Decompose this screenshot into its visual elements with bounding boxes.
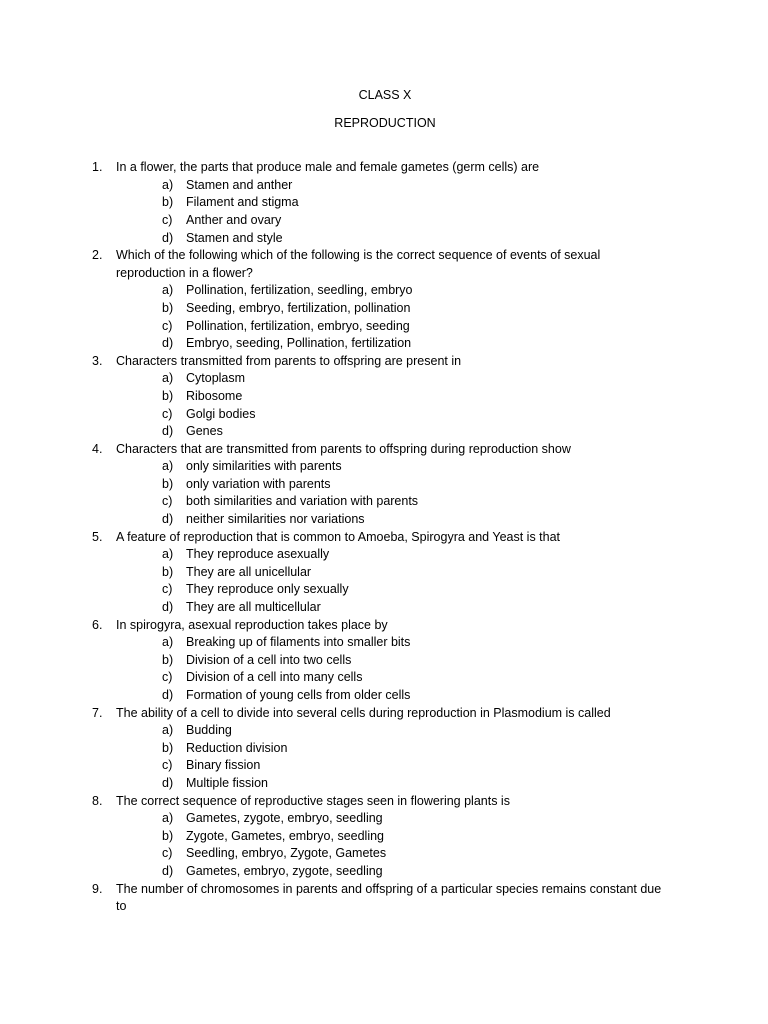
question-number: 9.	[92, 881, 103, 896]
option-item	[0, 757, 668, 775]
question-text: The correct sequence of reproductive stages seen in flowering plants is	[116, 793, 510, 808]
option-item	[0, 740, 668, 758]
option-text: Cytoplasm	[186, 371, 246, 386]
option-item	[0, 370, 668, 388]
option-letter: d)	[162, 424, 174, 439]
option-text: Breaking up of filaments into smaller bits	[186, 635, 411, 650]
option-item	[0, 458, 668, 476]
option-item	[0, 423, 668, 441]
option-letter: a)	[162, 371, 174, 386]
option-letter: b)	[162, 476, 174, 491]
option-text: both similarities and variation with parents	[186, 494, 419, 509]
option-letter: a)	[162, 547, 174, 562]
option-text: Binary fission	[186, 758, 261, 773]
question-number: 3.	[92, 353, 103, 368]
question-item	[0, 529, 768, 617]
option-list	[116, 634, 668, 704]
option-letter: a)	[162, 177, 174, 192]
question-item	[0, 247, 768, 353]
class-label: CLASS X	[358, 88, 412, 102]
question-number: 8.	[92, 793, 103, 808]
option-letter: c)	[162, 494, 173, 509]
option-text: They reproduce asexually	[186, 547, 330, 562]
option-item	[0, 476, 668, 494]
option-text: They are all unicellular	[186, 564, 312, 579]
question-item	[0, 705, 768, 793]
option-text: They reproduce only sexually	[186, 582, 349, 597]
option-letter: d)	[162, 688, 174, 702]
option-item	[0, 722, 668, 740]
option-item	[0, 845, 668, 863]
option-item	[0, 599, 668, 617]
question-text: The number of chromosomes in parents and offspring of a particular species remains constant due to	[116, 881, 662, 914]
option-item	[0, 230, 668, 248]
option-text: Budding	[186, 723, 232, 738]
option-item	[0, 775, 668, 793]
option-text: Stamen and anther	[186, 177, 293, 192]
question-text: Characters transmitted from parents to offspring are present in	[116, 353, 462, 368]
question-item	[0, 617, 768, 705]
question-number: 5.	[92, 529, 103, 544]
option-text: Filament and stigma	[186, 195, 299, 210]
question-item	[0, 793, 768, 881]
option-letter: a)	[162, 283, 174, 298]
option-letter: b)	[162, 388, 174, 403]
option-list	[116, 370, 668, 440]
option-item	[0, 318, 668, 336]
option-letter: a)	[162, 723, 174, 738]
option-text: Gametes, zygote, embryo, seedling	[186, 811, 383, 826]
option-item	[0, 212, 668, 230]
option-text: Division of a cell into two cells	[186, 652, 352, 667]
option-letter: b)	[162, 564, 174, 579]
option-list	[116, 458, 668, 528]
question-list	[0, 159, 768, 916]
option-item	[0, 546, 668, 564]
option-letter: c)	[162, 846, 173, 861]
option-letter: d)	[162, 600, 174, 615]
option-item	[0, 177, 668, 195]
option-item	[0, 863, 668, 881]
question-number: 2.	[92, 248, 103, 263]
option-item	[0, 300, 668, 318]
page-title: REPRODUCTION	[334, 115, 436, 130]
option-text: Ribosome	[186, 388, 243, 403]
option-text: Golgi bodies	[186, 406, 256, 421]
option-item	[0, 581, 668, 599]
option-letter: d)	[162, 230, 174, 245]
option-item	[0, 282, 668, 300]
option-item	[0, 388, 668, 406]
option-letter: c)	[162, 318, 173, 333]
option-item	[0, 828, 668, 846]
question-item	[0, 353, 768, 441]
option-letter: b)	[162, 195, 174, 210]
option-letter: d)	[162, 512, 174, 527]
option-letter: b)	[162, 652, 174, 667]
question-text: The ability of a cell to divide into several cells during reproduction in Plasmodium is called	[116, 705, 611, 720]
option-item	[0, 194, 668, 212]
option-text: They are all multicellular	[186, 600, 321, 615]
option-text: Anther and ovary	[186, 212, 282, 227]
question-number: 4.	[92, 441, 103, 456]
option-list	[116, 546, 668, 616]
option-text: Formation of young cells from older cells	[186, 688, 411, 702]
option-text: only variation with parents	[186, 476, 331, 491]
option-list	[116, 282, 668, 352]
question-number: 6.	[92, 617, 103, 632]
option-text: Reduction division	[186, 740, 288, 755]
option-text: only similarities with parents	[186, 459, 342, 474]
question-number: 7.	[92, 705, 103, 720]
option-letter: d)	[162, 336, 174, 351]
option-letter: c)	[162, 212, 173, 227]
option-item	[0, 652, 668, 670]
option-letter: a)	[162, 811, 174, 826]
option-text: neither similarities nor variations	[186, 512, 365, 527]
option-letter: b)	[162, 300, 174, 315]
option-text: Division of a cell into many cells	[186, 670, 363, 685]
option-item	[0, 335, 668, 353]
question-text: Characters that are transmitted from parents to offspring during reproduction show	[116, 441, 571, 456]
option-item	[0, 669, 668, 687]
question-number: 1.	[92, 160, 103, 175]
question-text: In spirogyra, asexual reproduction takes place by	[116, 617, 388, 632]
option-text: Seeding, embryo, fertilization, pollination	[186, 300, 411, 315]
option-text: Gametes, embryo, zygote, seedling	[186, 863, 383, 878]
option-letter: c)	[162, 758, 173, 773]
option-text: Pollination, fertilization, embryo, seeding	[186, 318, 410, 333]
option-letter: c)	[162, 406, 173, 421]
option-letter: d)	[162, 775, 174, 790]
option-text: Multiple fission	[186, 775, 268, 790]
option-item	[0, 406, 668, 424]
option-letter: b)	[162, 828, 174, 843]
question-text: A feature of reproduction that is common to Amoeba, Spirogyra and Yeast is that	[116, 529, 561, 544]
option-text: Pollination, fertilization, seedling, embryo	[186, 283, 413, 298]
option-text: Embryo, seeding, Pollination, fertilization	[186, 336, 412, 351]
option-item	[0, 687, 668, 705]
option-text: Zygote, Gametes, embryo, seedling	[186, 828, 385, 843]
option-text: Stamen and style	[186, 230, 283, 245]
question-item	[0, 441, 768, 529]
option-letter: c)	[162, 582, 173, 597]
option-list	[116, 177, 668, 247]
option-letter: c)	[162, 670, 173, 685]
option-item	[0, 634, 668, 652]
question-item	[0, 881, 768, 916]
option-letter: a)	[162, 635, 174, 650]
option-item	[0, 511, 668, 529]
question-item	[0, 159, 768, 247]
option-item	[0, 810, 668, 828]
question-text: Which of the following which of the following is the correct sequence of events of sexual reproduction in a flower?	[116, 248, 601, 280]
option-text: Seedling, embryo, Zygote, Gametes	[186, 846, 387, 861]
option-list	[116, 722, 668, 792]
option-text: Genes	[186, 424, 223, 439]
option-letter: a)	[162, 459, 174, 474]
option-letter: b)	[162, 740, 174, 755]
option-list	[116, 810, 668, 880]
option-item	[0, 493, 668, 511]
question-text: In a flower, the parts that produce male and female gametes (germ cells) are	[116, 160, 540, 175]
option-item	[0, 564, 668, 582]
option-letter: d)	[162, 863, 174, 878]
